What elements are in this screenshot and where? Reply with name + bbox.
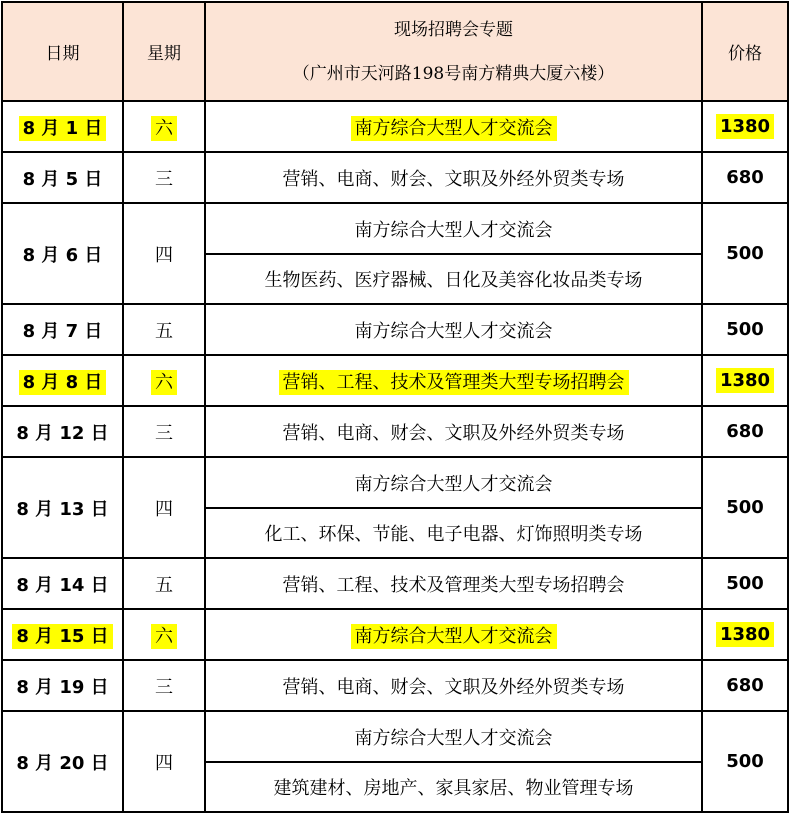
table-row bbox=[2, 152, 788, 203]
header-topic bbox=[205, 2, 702, 101]
cell-price bbox=[702, 609, 788, 660]
table-row bbox=[2, 609, 788, 660]
table-row bbox=[2, 406, 788, 457]
date-text: 8 月 19 日 bbox=[16, 676, 109, 698]
table-row bbox=[2, 660, 788, 711]
cell-date bbox=[2, 203, 123, 304]
weekday-text: 三 bbox=[155, 422, 173, 444]
topic-text: 营销、电商、财会、文职及外经外贸类专场 bbox=[282, 422, 625, 444]
cell-weekday bbox=[123, 609, 205, 660]
cell-weekday bbox=[123, 203, 205, 304]
date-text: 8 月 13 日 bbox=[16, 498, 109, 520]
cell-price bbox=[702, 660, 788, 711]
topic-text: 南方综合大型人才交流会 bbox=[354, 320, 553, 342]
cell-date bbox=[2, 609, 123, 660]
weekday-text: 四 bbox=[155, 244, 173, 266]
header-price: 价格 bbox=[702, 2, 788, 101]
cell-weekday bbox=[123, 406, 205, 457]
date-text: 8 月 5 日 bbox=[22, 168, 103, 190]
cell-date bbox=[2, 558, 123, 609]
topic-text: 南方综合大型人才交流会 bbox=[354, 473, 553, 495]
cell-topic bbox=[205, 660, 702, 711]
price-text: 1380 bbox=[716, 622, 774, 647]
cell-topic bbox=[205, 254, 702, 304]
date-text: 8 月 8 日 bbox=[19, 370, 107, 395]
table-row bbox=[2, 457, 788, 508]
table-header-row bbox=[2, 2, 788, 101]
price-text: 500 bbox=[726, 751, 764, 772]
date-text: 8 月 14 日 bbox=[16, 574, 109, 596]
header-topic-venue: （广州市天河路198号南方精典大厦六楼） bbox=[292, 63, 615, 84]
topic-text: 南方综合大型人才交流会 bbox=[354, 219, 553, 241]
price-text: 500 bbox=[726, 319, 764, 340]
cell-weekday bbox=[123, 558, 205, 609]
cell-price bbox=[702, 457, 788, 558]
weekday-text: 三 bbox=[155, 676, 173, 698]
cell-weekday bbox=[123, 355, 205, 406]
price-text: 680 bbox=[726, 421, 764, 442]
cell-weekday bbox=[123, 711, 205, 812]
cell-topic bbox=[205, 558, 702, 609]
cell-date bbox=[2, 711, 123, 812]
cell-topic bbox=[205, 304, 702, 355]
table-row bbox=[2, 203, 788, 254]
weekday-text: 六 bbox=[151, 624, 177, 649]
weekday-text: 六 bbox=[151, 116, 177, 141]
weekday-text: 四 bbox=[155, 752, 173, 774]
header-weekday: 星期 bbox=[123, 2, 205, 101]
topic-text: 南方综合大型人才交流会 bbox=[354, 727, 553, 749]
price-text: 680 bbox=[726, 167, 764, 188]
cell-price bbox=[702, 711, 788, 812]
cell-topic bbox=[205, 609, 702, 660]
topic-text: 生物医药、医疗器械、日化及美容化妆品类专场 bbox=[264, 270, 643, 291]
cell-topic bbox=[205, 508, 702, 558]
topic-text: 建筑建材、房地产、家具家居、物业管理专场 bbox=[273, 778, 634, 799]
topic-text: 营销、电商、财会、文职及外经外贸类专场 bbox=[282, 168, 625, 190]
cell-topic bbox=[205, 101, 702, 152]
weekday-text: 五 bbox=[155, 320, 173, 342]
cell-date bbox=[2, 457, 123, 558]
date-text: 8 月 12 日 bbox=[16, 422, 109, 444]
price-text: 500 bbox=[726, 573, 764, 594]
table-row bbox=[2, 101, 788, 152]
weekday-text: 六 bbox=[151, 370, 177, 395]
cell-topic bbox=[205, 355, 702, 406]
weekday-text: 四 bbox=[155, 498, 173, 520]
topic-text: 营销、工程、技术及管理类大型专场招聘会 bbox=[279, 370, 629, 395]
cell-date bbox=[2, 304, 123, 355]
cell-price bbox=[702, 355, 788, 406]
date-text: 8 月 20 日 bbox=[16, 752, 109, 774]
cell-topic bbox=[205, 457, 702, 508]
price-text: 500 bbox=[726, 243, 764, 264]
topic-text: 化工、环保、节能、电子电器、灯饰照明类专场 bbox=[264, 524, 643, 545]
price-text: 680 bbox=[726, 675, 764, 696]
cell-weekday bbox=[123, 304, 205, 355]
header-topic-title: 现场招聘会专题 bbox=[394, 19, 513, 40]
table-row bbox=[2, 558, 788, 609]
cell-topic bbox=[205, 152, 702, 203]
job-fair-schedule-table bbox=[1, 1, 789, 813]
cell-weekday bbox=[123, 457, 205, 558]
cell-date bbox=[2, 660, 123, 711]
cell-topic bbox=[205, 762, 702, 812]
cell-topic bbox=[205, 203, 702, 254]
price-text: 1380 bbox=[716, 368, 774, 393]
topic-text: 营销、电商、财会、文职及外经外贸类专场 bbox=[282, 676, 625, 698]
table-body bbox=[2, 101, 788, 812]
table-row bbox=[2, 355, 788, 406]
header-date: 日期 bbox=[2, 2, 123, 101]
cell-date bbox=[2, 152, 123, 203]
topic-text: 南方综合大型人才交流会 bbox=[351, 624, 557, 649]
cell-price bbox=[702, 304, 788, 355]
cell-topic bbox=[205, 711, 702, 762]
cell-weekday bbox=[123, 101, 205, 152]
cell-weekday bbox=[123, 152, 205, 203]
date-text: 8 月 1 日 bbox=[19, 116, 107, 141]
cell-date bbox=[2, 101, 123, 152]
cell-price bbox=[702, 203, 788, 304]
cell-price bbox=[702, 101, 788, 152]
date-text: 8 月 6 日 bbox=[22, 244, 103, 266]
weekday-text: 五 bbox=[155, 574, 173, 596]
table-row bbox=[2, 304, 788, 355]
date-text: 8 月 7 日 bbox=[22, 320, 103, 342]
cell-date bbox=[2, 406, 123, 457]
cell-price bbox=[702, 558, 788, 609]
cell-date bbox=[2, 355, 123, 406]
date-text: 8 月 15 日 bbox=[12, 624, 112, 649]
topic-text: 营销、工程、技术及管理类大型专场招聘会 bbox=[282, 574, 625, 596]
cell-weekday bbox=[123, 660, 205, 711]
topic-text: 南方综合大型人才交流会 bbox=[351, 116, 557, 141]
cell-price bbox=[702, 406, 788, 457]
weekday-text: 三 bbox=[155, 168, 173, 190]
price-text: 500 bbox=[726, 497, 764, 518]
cell-price bbox=[702, 152, 788, 203]
price-text: 1380 bbox=[716, 114, 774, 139]
table-row bbox=[2, 711, 788, 762]
cell-topic bbox=[205, 406, 702, 457]
